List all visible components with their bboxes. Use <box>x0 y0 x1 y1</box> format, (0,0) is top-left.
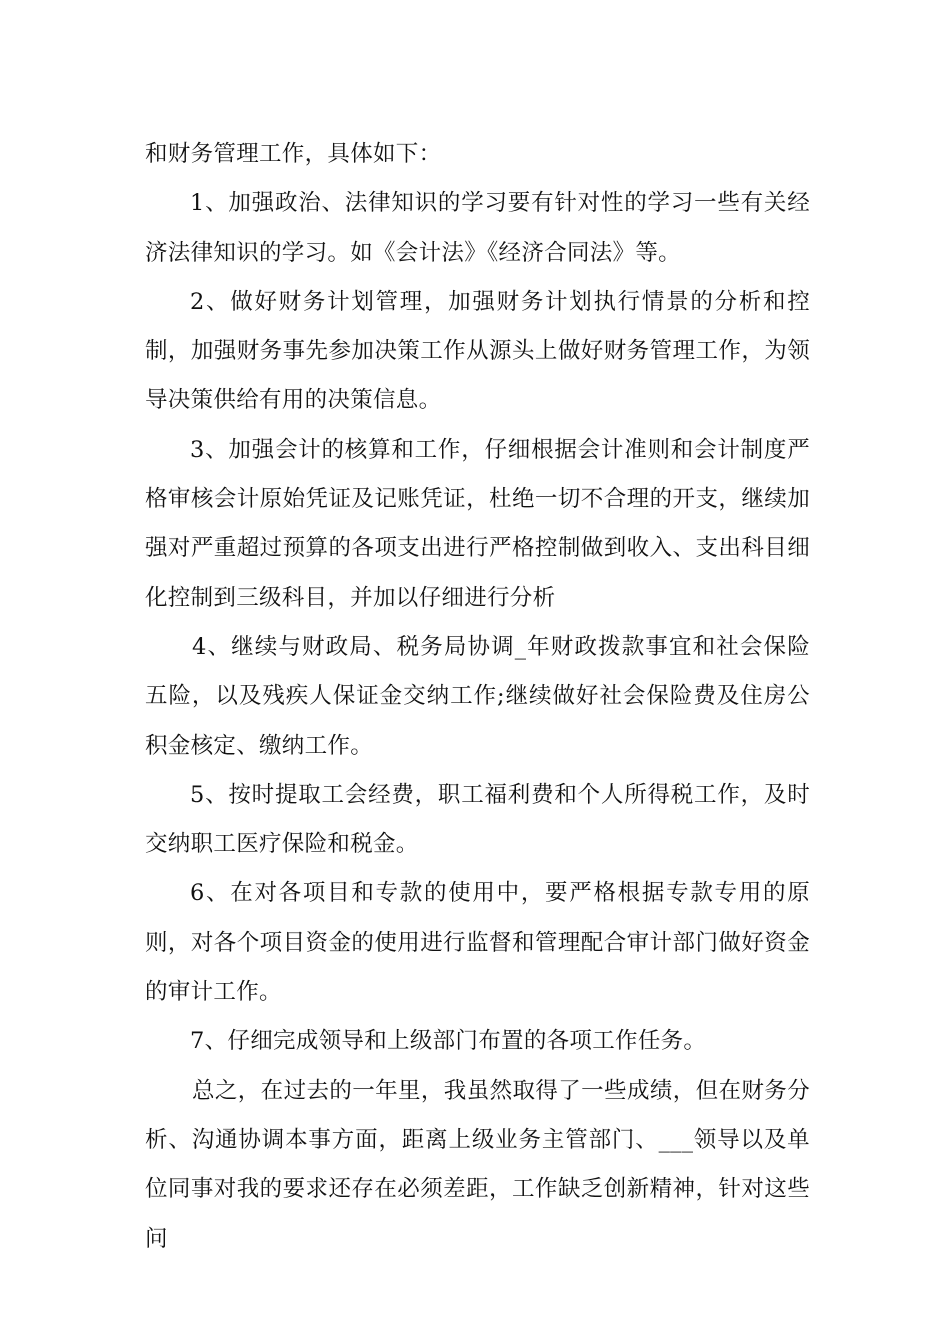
paragraph-item-5: 5、按时提取工会经费，职工福利费和个人所得税工作，及时交纳职工医疗保险和税金。 <box>145 781 810 858</box>
document-body <box>145 130 810 1264</box>
paragraph-item-1: 1、加强政治、法律知识的学习要有针对性的学习一些有关经济法律知识的学习。如《会计法》《经济合同法》等。 <box>145 190 810 266</box>
paragraph-item-4: 4、继续与财政局、税务局协调_年财政拨款事宜和社会保险五险，以及残疾人保证金交纳工作;继续做好社会保险费及住房公积金核定、缴纳工作。 <box>145 633 810 759</box>
paragraph-item-2: 2、做好财务计划管理，加强财务计划执行情景的分析和控制，加强财务事先参加决策工作从源头上做好财务管理工作，为领导决策供给有用的决策信息。 <box>145 288 810 414</box>
paragraph-item-6: 6、在对各项目和专款的使用中，要严格根据专款专用的原则，对各个项目资金的使用进行监督和管理配合审计部门做好资金的审计工作。 <box>145 880 810 1006</box>
paragraph-continuation: 和财务管理工作，具体如下： <box>145 141 442 167</box>
paragraph-item-3: 3、加强会计的核算和工作，仔细根据会计准则和会计制度严格审核会计原始凭证及记账凭证，杜绝一切不合理的开支，继续加强对严重超过预算的各项支出进行严格控制做到收入、支出科目细化控制到三级科目，并加以仔细进行分析 <box>145 436 810 611</box>
paragraph-item-7: 7、仔细完成领导和上级部门布置的各项工作任务。 <box>190 1028 707 1055</box>
paragraph-summary: 总之，在过去的一年里，我虽然取得了一些成绩，但在财务分析、沟通协调本事方面，距离上级业务主管部门、___领导以及单位同事对我的要求还存在必须差距，工作缺乏创新精神，针对这些问 <box>145 1077 810 1252</box>
